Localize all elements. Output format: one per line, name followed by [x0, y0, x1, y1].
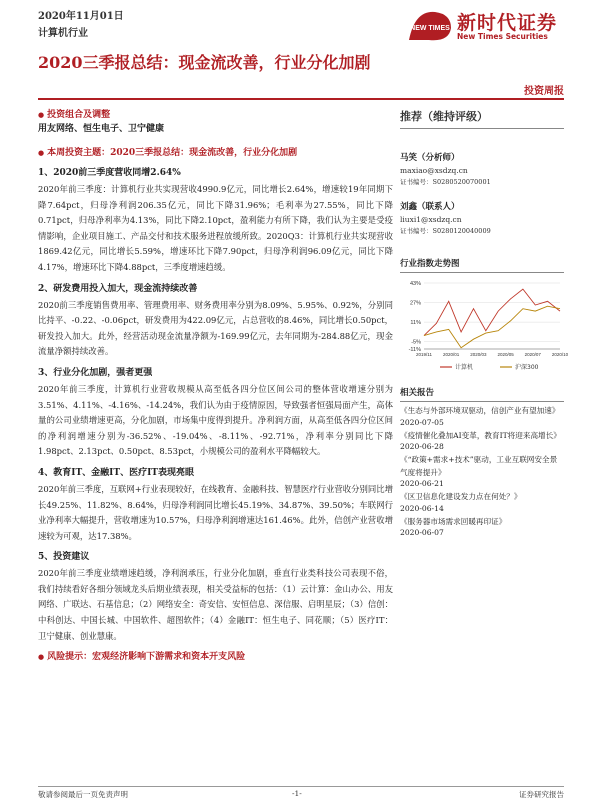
- related-report-date: 2020-06-07: [400, 528, 444, 537]
- portfolio-heading: ● 投资组合及调整: [38, 108, 393, 122]
- index-chart: [400, 279, 569, 378]
- industry-label: 计算机行业: [38, 28, 88, 39]
- company-logo: [405, 6, 565, 44]
- logo-mark-text: NEW TIMES: [410, 25, 450, 32]
- contact-cert: 证书编号：S0280120040009: [400, 227, 491, 235]
- y-tick-label: -5%: [411, 339, 421, 346]
- x-tick-label: 2020/03: [470, 352, 487, 357]
- x-tick-label: 2020/05: [497, 352, 514, 357]
- section-heading: 4、教育IT、金融IT、医疗IT表现亮眼: [38, 467, 194, 478]
- rating-label: 推荐（维持评级）: [400, 108, 564, 129]
- related-report-title[interactable]: 《疫情催化叠加AI变革，教育IT将迎来高增长》: [400, 430, 561, 440]
- page-number: -1-: [292, 789, 302, 798]
- report-date: 2020年11月01日: [38, 11, 124, 22]
- contact-email[interactable]: liuxi1@xsdzq.cn: [400, 215, 462, 224]
- analyst-email[interactable]: maxiao@xsdzq.cn: [400, 166, 468, 175]
- related-report-date: 2020-06-21: [400, 479, 444, 488]
- x-tick-label: 2020/07: [524, 352, 541, 357]
- related-report-title[interactable]: 《服务器市场需求回暖再印证》: [400, 516, 507, 526]
- logo-chinese-name: 新时代证券: [457, 12, 558, 34]
- disclaimer-note: 敬请参阅最后一页免责声明: [38, 790, 128, 799]
- analyst-cert: 证书编号：S0280520070001: [400, 178, 491, 186]
- y-tick-label: 27%: [409, 300, 421, 307]
- risk-warning: ● 风险提示：宏观经济影响下游需求和资本开支风险: [38, 650, 393, 664]
- y-tick-label: -11%: [408, 347, 421, 353]
- related-report-title[interactable]: 《区卫信息化建设发力点在何处？》: [400, 492, 522, 501]
- related-reports-title: 相关报告: [400, 386, 564, 402]
- analyst-name: 马笑（分析师）: [400, 153, 460, 163]
- chart-title: 行业指数走势图: [400, 257, 564, 273]
- section-heading: 1、2020前三季度营收同增2.64%: [38, 168, 181, 178]
- related-report-title[interactable]: 《“政策+需求+技术”驱动，工业互联网安全景气度将提升》: [400, 455, 558, 477]
- header-divider: [38, 98, 564, 100]
- logo-english-name: New Times Securities: [457, 32, 548, 41]
- x-tick-label: 2020/01: [443, 352, 460, 357]
- footer-divider: [38, 786, 564, 787]
- section-paragraph: 2020年前三季度：计算机行业共实现营收4990.9亿元，同比增长2.64%，增速较19年同期下降7.64pct，归母净利润206.35亿元，同比下降31.96%；毛利率为27.55%，同比下降0.71pct，归母净利率为4.13%，同比下降2.10pct，盈利能力有所下降，我们认为主要是受疫情影响，企业项目施工、产品交付和技术服务进程放缓所致。2020Q3：计算机行业共实现营收1869.42亿元，同比增长5.59%，增速环比下降7.90pct，归母净利润96.09亿元，同比下降4.17%，增速环比下降4.88pct，三季度增速趋缓。: [38, 184, 393, 272]
- portfolio-items: 用友网络、恒生电子、卫宁健康: [38, 124, 165, 134]
- page-title: 2020三季报总结：现金流改善，行业分化加剧: [38, 53, 371, 72]
- related-report-date: 2020-07-05: [400, 417, 444, 427]
- sidebar: [400, 108, 569, 537]
- y-tick-label: 43%: [409, 281, 421, 287]
- legend-label: 计算机: [455, 364, 474, 371]
- x-tick-label: 2020/10: [551, 352, 569, 357]
- index-chart-svg: [400, 279, 569, 374]
- series-line: [424, 289, 560, 336]
- section-heading: 3、行业分化加剧，强者更强: [38, 367, 153, 378]
- section-paragraph: 2020年前三季度业绩增速趋缓，净利润承压，行业分化加剧，垂直行业类科技公司表现不俗，我们持续看好各细分领域龙头后期业绩表现，相关受益标的包括：（1）云计算：金山办公、用友网络、广联达、石基信息；（2）网络安全：奇安信、安恒信息、深信服、启明星辰；（3）信创：中科创达、中国长城、中国软件、超图软件；（4）金融IT：恒生电子、同花顺；（5）医疗IT：卫宁健康、创业慧康。: [38, 568, 393, 641]
- y-tick-label: 11%: [410, 320, 421, 327]
- logo-mark-icon: [405, 6, 455, 44]
- related-report-date: 2020-06-28: [400, 442, 444, 451]
- main-content: [38, 108, 393, 664]
- section-heading: 5、投资建议: [38, 552, 90, 563]
- x-tick-label: 2019/11: [416, 352, 432, 357]
- legend-label: 沪深300: [515, 364, 539, 371]
- section-paragraph: 2020前三季度销售费用率、管理费用率、财务费用率分别为8.09%、5.95%、0.92%，分别同比持平、-0.22、-0.06pct，研发费用为422.09亿元，占总营收的8.46%，同比增长0.50pct，研发投入加大。此外，经营活动现金流量净额为-169.99亿元，去年同期为-284.88亿元，现金流量净额持续改善。: [38, 299, 393, 357]
- section-heading: 2、研发费用投入加大，现金流持续改善: [38, 283, 198, 294]
- report-type: 投资周报: [524, 86, 564, 97]
- related-report-date: 2020-06-14: [400, 503, 444, 513]
- footer-report-type: 证券研究报告: [519, 790, 564, 799]
- section-paragraph: 2020年前三季度，计算机行业营收规模从高至低各四分位区间公司的整体营收增速分别为3.51%、4.11%、-4.16%、-14.24%，我们认为由于疫情原因，导致强者恒强局面产生，高体量的公司业绩增速更高，分化加剧，市场集中度得到提升。净利润方面，从高至低各四分位区间的净利润增速分别为-36.52%、-19.04%、-8.11%、-92.71%，净利率分别同比下降1.98pct、2.13pct、0.50pct、8.53pct，小规模公司的盈利水平降幅较大。: [38, 383, 393, 457]
- theme-heading: ● 本周投资主题：2020三季报总结：现金流改善，行业分化加剧: [38, 146, 393, 160]
- section-paragraph: 2020年前三季度，互联网+行业表现较好，在线教育、金融科技、智慧医疗行业营收分别同比增长49.25%、11.82%、8.64%，归母净利润同比增长45.19%、34.87%、39.50%；车联网行业净利率大幅提升，营收增速为10.57%，归母净利润增速达161.46%。此外，信创产业营收增速较为可观，达17.38%。: [38, 483, 393, 541]
- contact-name: 刘鑫（联系人）: [400, 202, 460, 212]
- related-reports-list: [400, 405, 564, 537]
- related-report-title[interactable]: 《生态与外部环境双驱动，信创产业有望加速》: [400, 406, 560, 415]
